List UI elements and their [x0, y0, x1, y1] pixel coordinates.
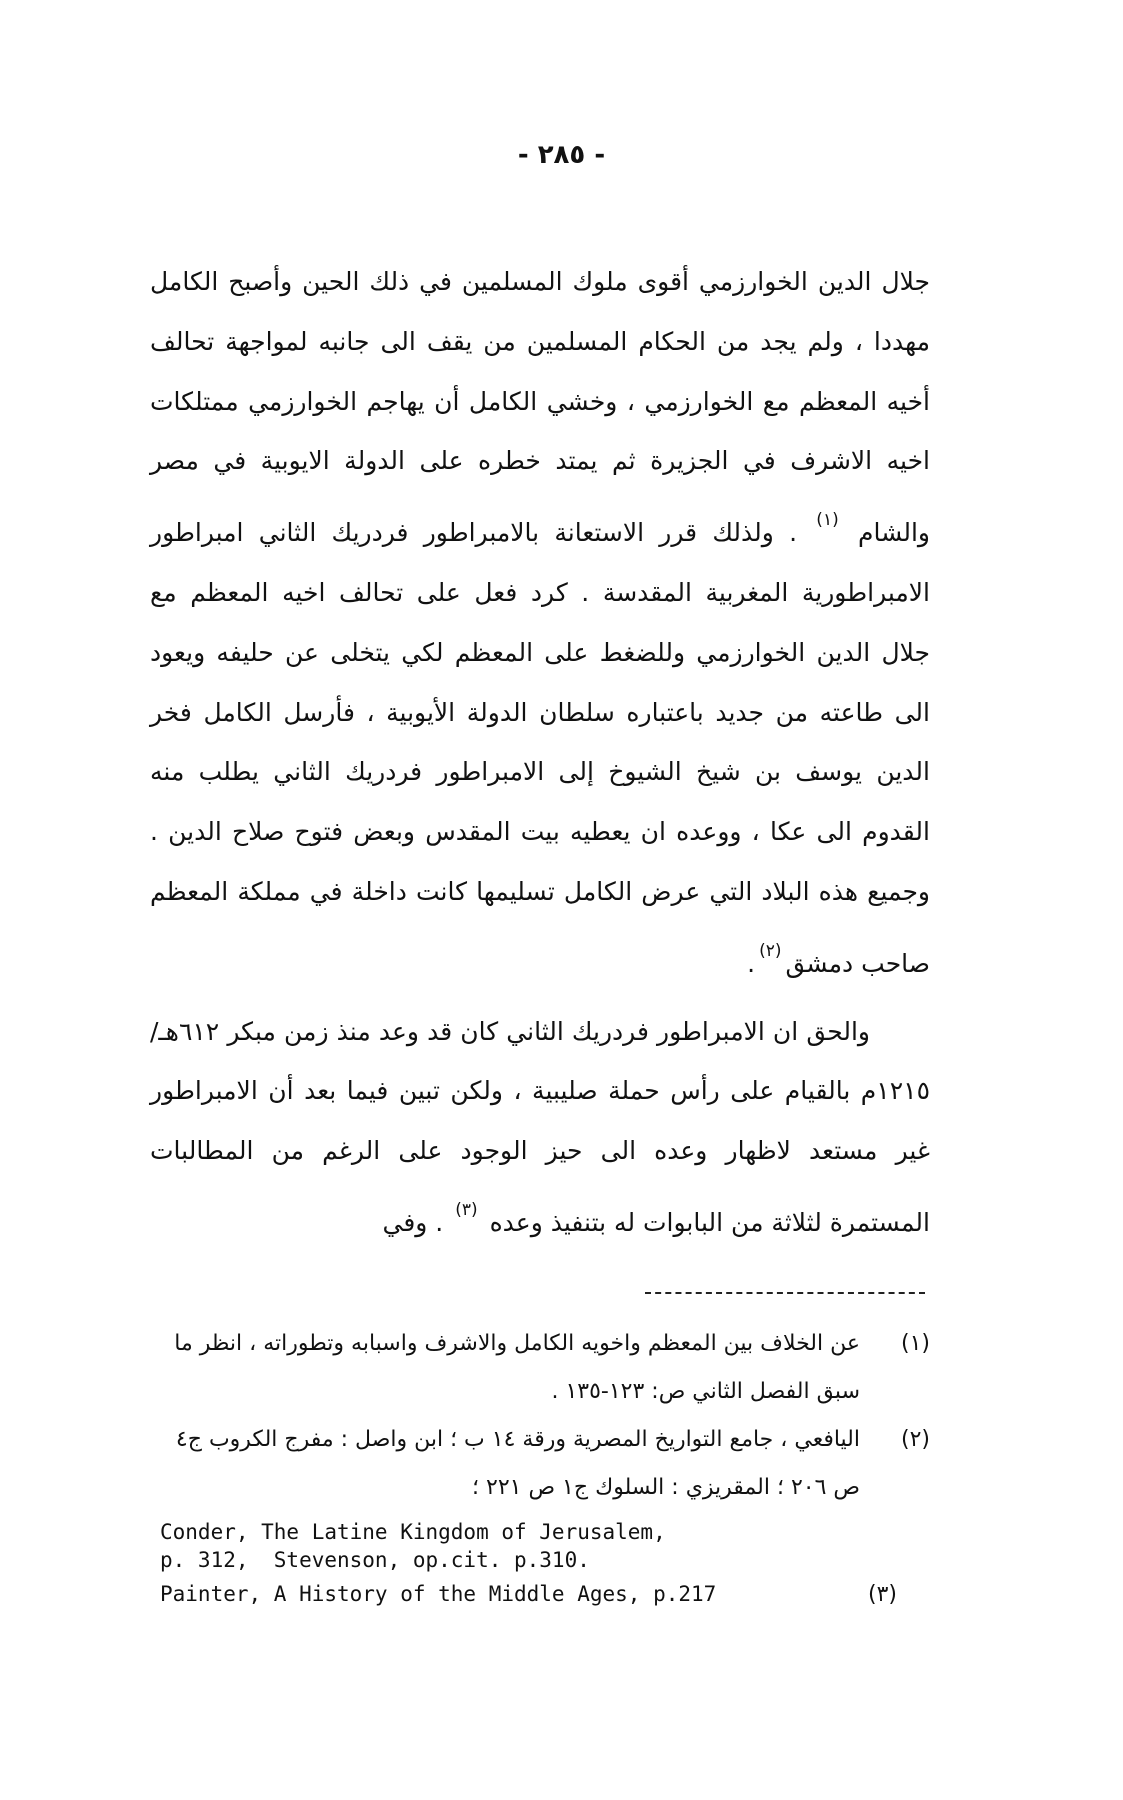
footnote-number: (٢) — [900, 1427, 930, 1452]
footnote-ref-3: (٣) — [455, 1199, 478, 1220]
paragraph-2 — [150, 1002, 930, 1253]
footnote-2 — [150, 1416, 930, 1512]
paragraph-1 — [150, 252, 930, 994]
footnote-1 — [150, 1320, 930, 1416]
footnote-text: اليافعي ، جامع التواريخ المصرية ورقة ١٤ ب ؛ ابن واصل : مفرج الكروب ج٤ ص ٢٠٦ ؛ المقريزي : السلوك ج١ ص ٢٢١ ؛ — [175, 1427, 860, 1500]
main-text — [150, 252, 930, 1253]
paragraph-2-text-a: والحق ان الامبراطور فردريك الثاني كان قد وعد منذ زمن مبكر ٦١٢هـ/ ١٢١٥م بالقيام على رأس حملة صليبية ، ولكن تبين فيما بعد أن الامبراطور غير مستعد لاظهار وعده الى حيز الوجود على الرغم من المطالبات المستمرة لثلاثة من البابوات له بتنفيذ وعده — [150, 1016, 930, 1237]
latin-reference-line-1: Conder, The Latine Kingdom of Jerusalem, — [160, 1520, 666, 1544]
footnote-text: عن الخلاف بين المعظم واخويه الكامل والاشرف واسبابه وتطوراته ، انظر ما سبق الفصل الثاني ص: ١٢٣-١٣٥ . — [174, 1331, 860, 1404]
paragraph-2-text-b: . وفي — [382, 1207, 444, 1237]
footnote-ref-2: (٢) — [759, 940, 782, 961]
latin-reference-line-3: Painter, A History of the Middle Ages, p.217 — [160, 1582, 717, 1606]
footnotes — [150, 1320, 930, 1512]
footnote-ref-1: (١) — [816, 510, 839, 531]
page-number: - ٢٨٥ - — [517, 140, 606, 170]
footnote-3-number: (٣) — [868, 1582, 898, 1607]
footnote-number: (١) — [900, 1331, 930, 1356]
latin-reference-line-2: p. 312, Stevenson, op.cit. p.310. — [160, 1548, 590, 1572]
paragraph-1-text-a: جلال الدين الخوارزمي أقوى ملوك المسلمين في ذلك الحين وأصبح الكامل مهددا ، ولم يجد من الحكام المسلمين من يقف الى جانبه لمواجهة تحالف أخيه المعظم مع الخوارزمي ، وخشي الكامل أن يهاجم الخوارزمي ممتلكات اخيه الاشرف في الجزيرة ثم يمتد خطره على الدولة الايوبية في مصر والشام — [150, 267, 931, 548]
paragraph-1-text-b: . ولذلك قرر الاستعانة بالامبراطور فردريك الثاني امبراطور الامبراطورية المغربية المقدسة . كرد فعل على تحالف اخيه المعظم مع جلال الدين الخوارزمي وللضغط على المعظم لكي يتخلى عن حليفه ويعود الى طاعته من جديد باعتباره سلطان الدولة الأيوبية ، فأرسل الكامل فخر الدين يوسف بن شيخ الشيوخ إلى الامبراطور فردريك الثاني يطلب منه القدوم الى عكا ، ووعده ان يعطيه بيت المقدس وبعض فتوح صلاح الدين . وجميع هذه البلاد التي عرض الكامل تسليمها كانت داخلة في مملكة المعظم صاحب — [150, 518, 930, 978]
paragraph-1-last-word: دمشق — [785, 948, 854, 978]
paragraph-1-end: . — [747, 948, 756, 978]
footnote-separator — [645, 1292, 925, 1294]
